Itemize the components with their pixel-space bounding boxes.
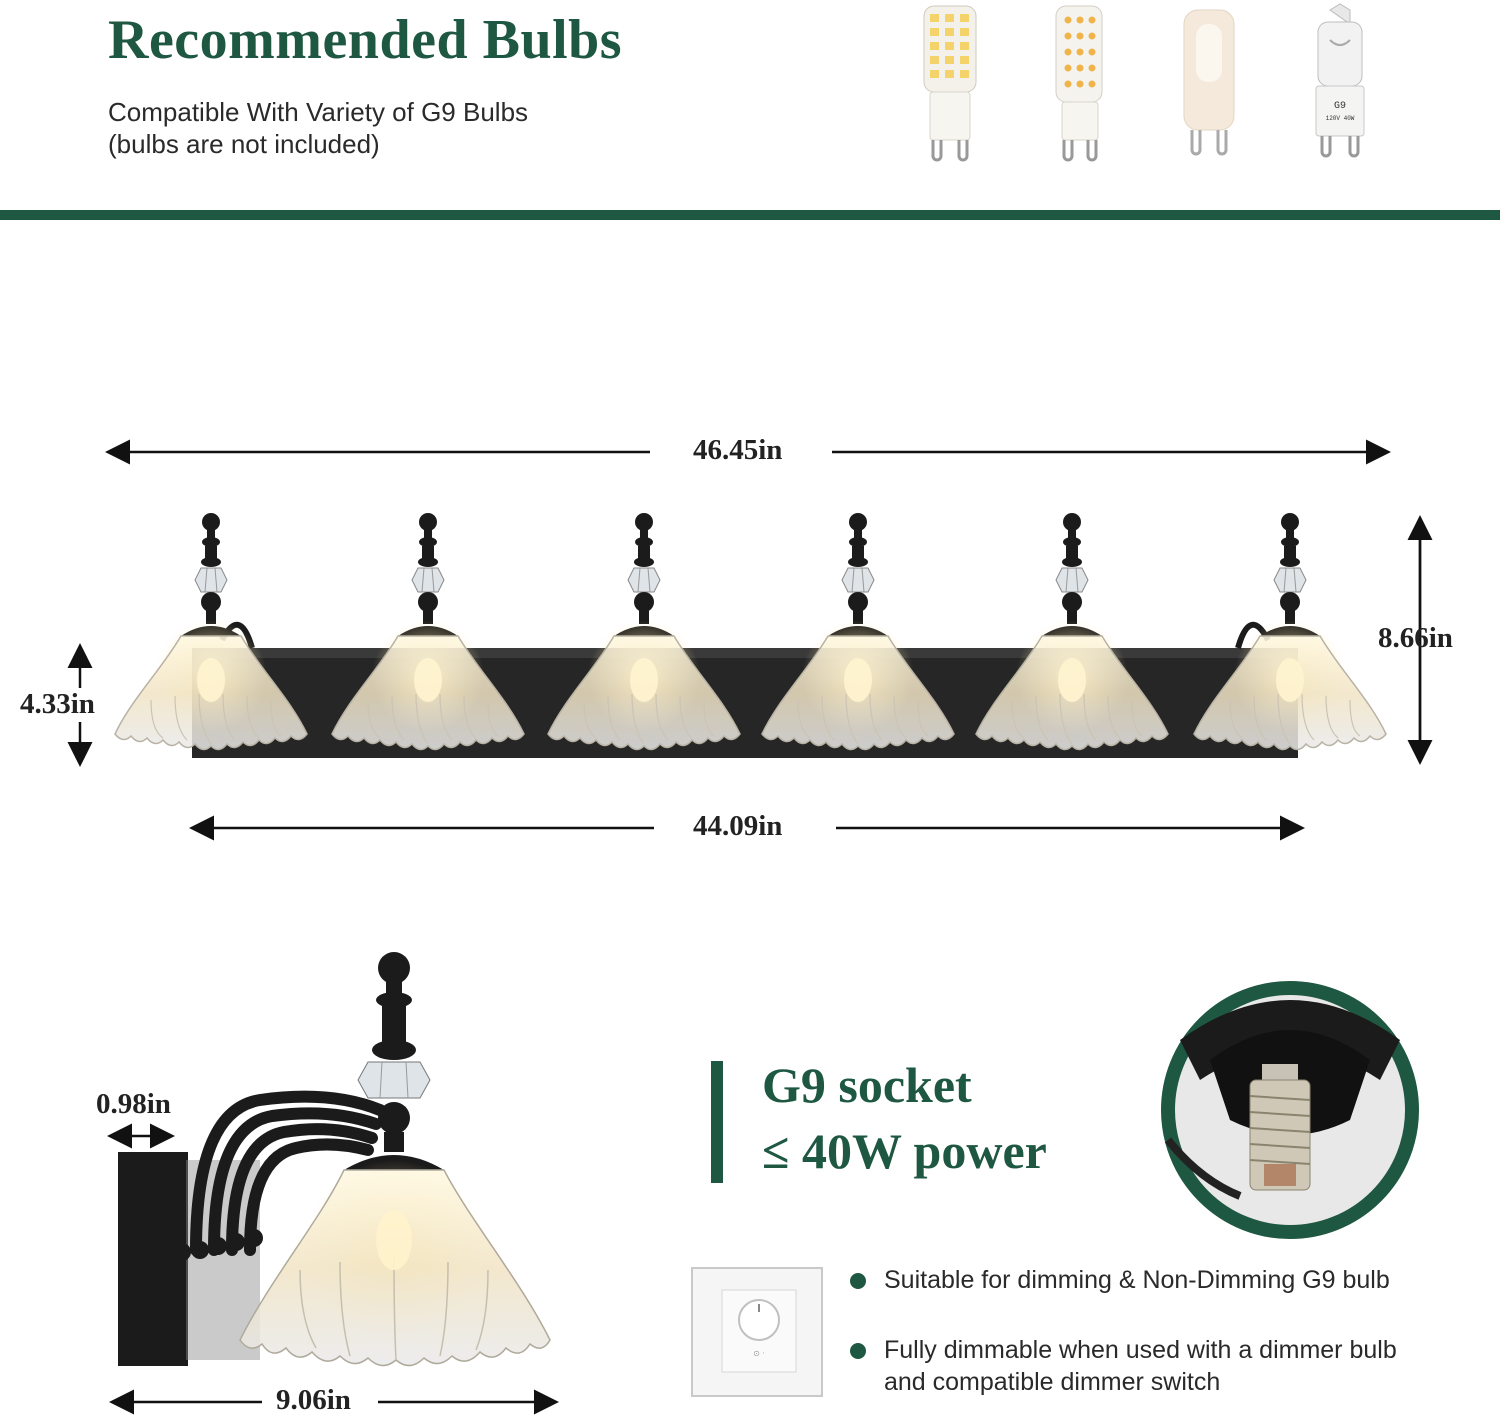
dimmer-switch-image: [692, 1268, 822, 1396]
socket-type-label: G9 socket: [762, 1057, 972, 1113]
svg-text:⊙ ·: ⊙ ·: [753, 1349, 765, 1358]
accent-bar: [711, 1061, 723, 1183]
lamp-4: [762, 513, 954, 750]
subtitle-line-2: (bulbs are not included): [108, 129, 380, 159]
total-height-label: 8.66in: [1378, 622, 1453, 654]
backplate-height-label: 4.33in: [20, 688, 95, 720]
feature-text: Fully dimmable when used with a dimmer bulb and compatible dimmer switch: [884, 1336, 1397, 1396]
lamp-6: [1194, 513, 1386, 750]
socket-closeup-image: [1168, 988, 1412, 1232]
feature-item-dimmable: [850, 1334, 1470, 1404]
side-view-illustration: [118, 952, 550, 1366]
bullet-icon: [850, 1273, 866, 1289]
power-limit-label: ≤ 40W power: [762, 1123, 1047, 1179]
page-title: Recommended Bulbs: [108, 9, 623, 71]
extension-label: 9.06in: [276, 1384, 351, 1416]
lamp-2: [332, 513, 524, 750]
backplate-width-label: 44.09in: [693, 810, 783, 842]
halogen-label-1: G9: [1333, 101, 1347, 112]
lamp-1: [115, 513, 307, 750]
subtitle-line-1: Compatible With Variety of G9 Bulbs: [108, 97, 529, 127]
feature-item-dimming: [850, 1264, 1470, 1298]
depth-label: 0.98in: [96, 1088, 171, 1120]
lamp-5: [976, 513, 1168, 750]
total-width-label: 46.45in: [693, 434, 783, 466]
bullet-icon: [850, 1343, 866, 1359]
feature-text: Suitable for dimming & Non-Dimming G9 bulb: [884, 1266, 1390, 1294]
lamp-3: [548, 513, 740, 750]
halogen-label-2: 120V 40W: [1325, 115, 1355, 122]
